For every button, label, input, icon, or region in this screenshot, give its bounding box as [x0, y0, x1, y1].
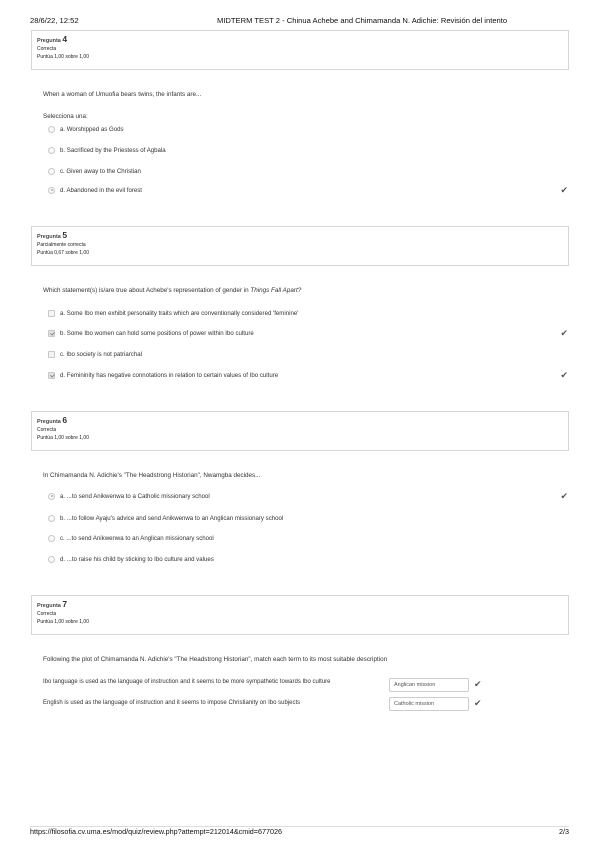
page-url: https://filosofia.cv.uma.es/mod/quiz/review.php?attempt=212014&cmid=677026	[30, 827, 282, 836]
q5-answer-d[interactable]: d. Femininity has negative connotations in relation to certain values of Ibo culture ✔	[48, 370, 568, 380]
q6-answer-d[interactable]: d. ...to raise his child by sticking to Ibo culture and values	[48, 554, 568, 564]
q5-answer-b[interactable]: b. Some Ibo women can hold some positions of power within Ibo culture ✔	[48, 328, 568, 338]
check-icon: ✔	[560, 328, 568, 338]
match-select[interactable]: Anglican mission	[389, 678, 469, 692]
book-title: Things Fall Apart?	[250, 287, 302, 294]
question-number: Pregunta 4	[37, 34, 68, 44]
question-7-text: Following the plot of Chimamanda N. Adichie's "The Headstrong Historian", match each term to its most suitable description	[43, 656, 388, 663]
match-row	[43, 679, 331, 693]
answer-prompt: Selecciona una:	[43, 113, 88, 120]
check-icon: ✔	[560, 491, 568, 501]
radio-button-selected[interactable]	[48, 493, 55, 500]
question-state: Parcialmente correcta	[37, 242, 86, 248]
question-6-text: In Chimamanda N. Adichie's "The Headstrong Historian", Nwamgba decides...	[43, 472, 261, 479]
question-state: Correcta	[37, 427, 57, 433]
match-term: Ibo language is used as the language of instruction and it seems to be more sympathetic towards Ibo culture	[43, 679, 331, 685]
match-row	[43, 700, 300, 714]
match-term: English is used as the language of instruction and it seems to impose Christianity on Ibo subjects	[43, 700, 301, 706]
print-datetime: 28/6/22, 12:52	[30, 16, 79, 25]
radio-button[interactable]	[48, 515, 55, 522]
question-grade: Puntúa 1,00 sobre 1,00	[37, 619, 89, 625]
page-number: 2/3	[559, 827, 569, 836]
q5-answer-c[interactable]: c. Ibo society is not patriarchal	[48, 349, 568, 359]
print-title: MIDTERM TEST 2 - Chinua Achebe and Chimamanda N. Adichie: Revisión del intento	[217, 16, 508, 25]
question-grade: Puntúa 0,67 sobre 1,00	[37, 250, 89, 256]
question-7-info	[31, 595, 569, 635]
question-number: Pregunta 5	[37, 230, 68, 240]
question-state: Correcta	[37, 46, 57, 52]
q6-answer-a[interactable]: a. ...to send Anikwenwa to a Catholic missionary school ✔	[48, 491, 568, 501]
question-number: Pregunta 6	[37, 415, 68, 425]
checkbox-checked[interactable]	[48, 372, 55, 379]
question-4-text: When a woman of Umuofia bears twins, the infants are...	[43, 91, 202, 98]
question-5-text: Which statement(s) is/are true about Achebe's representation of gender in Things Fall Apart?	[43, 287, 302, 294]
question-5-info	[31, 226, 569, 266]
checkbox[interactable]	[48, 351, 55, 358]
checkbox-checked[interactable]	[48, 330, 55, 337]
match-select[interactable]: Catholic mission	[389, 697, 469, 711]
q6-answer-b[interactable]: b. ...to follow Ayaju's advice and send Anikwenwa to an Anglican missionary school	[48, 513, 568, 523]
check-icon: ✔	[474, 679, 482, 689]
q6-answer-c[interactable]: c. ...to send Anikwenwa to an Anglican missionary school	[48, 533, 568, 543]
q4-answer-c[interactable]: c. Given away to the Christian	[48, 166, 568, 176]
check-icon: ✔	[560, 370, 568, 380]
question-4-info	[31, 30, 569, 70]
radio-button[interactable]	[48, 168, 55, 175]
print-footer	[30, 826, 569, 836]
check-icon: ✔	[560, 185, 568, 195]
radio-button[interactable]	[48, 535, 55, 542]
radio-button-selected[interactable]	[48, 187, 55, 194]
question-6-info	[31, 411, 569, 451]
radio-button[interactable]	[48, 126, 55, 133]
print-header	[30, 16, 569, 28]
check-icon: ✔	[474, 698, 482, 708]
question-grade: Puntúa 1,00 sobre 1,00	[37, 54, 89, 60]
radio-button[interactable]	[48, 556, 55, 563]
question-number: Pregunta 7	[37, 599, 68, 609]
question-grade: Puntúa 1,00 sobre 1,00	[37, 435, 89, 441]
q5-answer-a[interactable]: a. Some Ibo men exhibit personality traits which are conventionally considered 'feminine'	[48, 308, 568, 318]
checkbox[interactable]	[48, 310, 55, 317]
q4-answer-d[interactable]: d. Abandoned in the evil forest ✔	[48, 185, 568, 195]
question-state: Correcta	[37, 611, 57, 617]
q4-answer-b[interactable]: b. Sacrificed by the Priestess of Agbala	[48, 145, 568, 155]
q4-answer-a[interactable]: a. Worshipped as Gods	[48, 124, 568, 134]
radio-button[interactable]	[48, 147, 55, 154]
